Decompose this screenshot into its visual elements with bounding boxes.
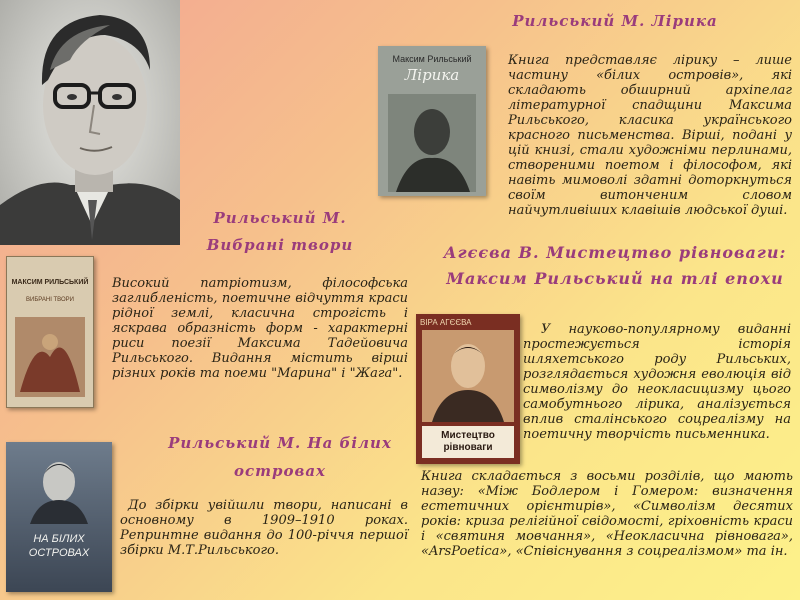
section-title-lirika: Рильський М. Лірика — [512, 12, 718, 30]
book-cover-ageeva — [416, 314, 520, 464]
section-title-ageeva-line1: Агєєва В. Мистецтво рівноваги: — [443, 243, 787, 262]
section-title-bilykh-line2: островах — [233, 462, 327, 480]
author-portrait — [0, 0, 180, 245]
cover-title: Лірика — [404, 66, 460, 84]
cover-subtitle: ВИБРАНІ ТВОРИ — [26, 297, 74, 303]
book-cover-vybrani — [6, 256, 94, 408]
cover-author: Максим Рильський — [392, 54, 472, 64]
section-title-vybrani-line2: Вибрані твори — [206, 236, 354, 254]
cover-author: МАКСИМ РИЛЬСЬКИЙ — [11, 279, 89, 286]
section-title-bilykh-line1: Рильський М. На білих — [168, 434, 392, 452]
description-ageeva-1: У науково-популярному виданні простежується історія шляхетського роду Рильських, розглядається художня еволюція від символізму до неокласицизму цього самобутнього лірика, аналізується вплив сталінського соцреалізму на поетичну творчість письменника. — [523, 322, 791, 442]
cover-photo — [422, 330, 514, 422]
description-bilykh: До збірки увійшли твори, написані в основному в 1909–1910 роках. Репринтне видання до 100-річчя першої збірки М.Т.Рильського. — [120, 498, 408, 558]
section-title-ageeva-line2: Максим Рильський на тлі епохи — [446, 269, 784, 288]
cover-title: Мистецтво рівноваги — [441, 430, 495, 453]
cover-photo — [388, 94, 476, 192]
cover-author: ВІРА АГЄЄВА — [420, 318, 472, 327]
cover-ornament — [15, 317, 85, 397]
book-cover-lirika — [378, 46, 486, 196]
description-lirika: Книга представляє лірику – лише частину «білих островів», які складають обширний архіпелаг літературної спадщини Максима Рильського, класика українського красного письменства. Вірші, подані у цій книзі, стали художніми перлинами, створеними поетом і філософом, які навіть мимоволі здатні доторкнуться своїм витонченим словом найчутливіших клавішів людської душі. — [508, 53, 792, 218]
description-ageeva-2: Книга складається з восьми розділів, що мають назву: «Між Бодлером і Гомером: визначення естетичних орієнтирів», «Символізм десятих років: криза релігійної свідомості, гріховність краси і «святиня мовчання», «Неокласична рівновага», «ArsPoetica», «Співіснування з соцреалізмом» та ін. — [421, 469, 793, 559]
cover-title-band — [422, 426, 514, 458]
cover-title: НА БІЛИХ ОСТРОВАХ — [28, 533, 90, 559]
section-title-vybrani-line1: Рильський М. — [213, 209, 347, 227]
cover-photo — [28, 452, 90, 524]
book-cover-bilykh — [6, 442, 112, 592]
description-vybrani: Високий патріотизм, філософська заглибленість, поетичне відчуття краси рідної землі, класична строгість і яскрава образність форм - характерні риси поезії Максима Тадейовича Рильського. Видання містить вірші різних років та поеми "Марина" і "Жага". — [112, 276, 408, 381]
